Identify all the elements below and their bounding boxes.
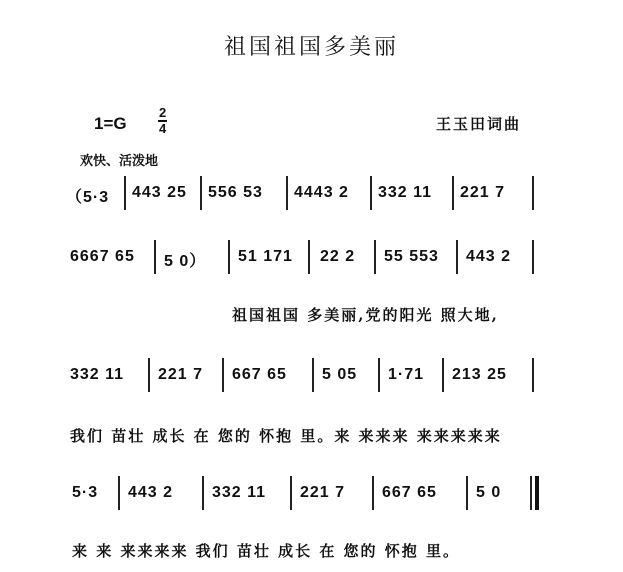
measure: 5 0） [164,253,207,270]
measure: 667 65 [382,484,437,501]
barline [228,240,230,274]
score-row-1 [66,184,546,208]
time-signature [158,106,167,136]
barline [154,240,156,274]
barline [200,176,202,210]
barline [148,358,150,392]
barline [202,476,204,510]
barline [378,358,380,392]
measure: 221 7 [158,366,204,383]
barline [442,358,444,392]
barline [532,240,534,274]
barline [530,476,532,510]
barline [286,176,288,210]
measure: 4443 2 [294,184,349,201]
score-row-2 [70,248,550,272]
lyric-line-1: 祖国祖国 多美丽,党的阳光 照大地, [232,306,499,324]
measure: 443 2 [128,484,174,501]
measure: 332 11 [378,184,433,201]
measure: 443 25 [132,184,187,201]
measure: 332 11 [70,366,125,383]
barline [532,358,534,392]
measure: 5 0 [476,484,502,501]
barline [372,476,374,510]
barline [466,476,468,510]
measure: 51 171 [238,248,293,265]
key-signature: 1=G [94,114,127,133]
measure: 55 553 [384,248,439,265]
barline [222,358,224,392]
barline [118,476,120,510]
measure: 6667 65 [70,248,135,265]
measure: 556 53 [208,184,263,201]
barline [374,240,376,274]
measure: 221 7 [460,184,506,201]
measure: （5·3 [66,189,110,206]
author-credit: 王玉田词曲 [436,115,522,133]
barline [532,176,534,210]
barline [312,358,314,392]
barline [370,176,372,210]
score-row-3 [70,366,550,390]
measure: 5 05 [322,366,358,383]
barline [308,240,310,274]
lyric-line-3: 来 来 来来来来 我们 苗壮 成长 在 您的 怀抱 里。 [72,542,461,560]
score-row-4 [72,484,552,508]
measure: 443 2 [466,248,512,265]
measure: 1·71 [388,366,425,383]
measure: 5·3 [72,484,99,501]
measure: 22 2 [320,248,356,265]
final-barline [535,476,539,510]
measure: 221 7 [300,484,346,501]
barline [452,176,454,210]
barline [124,176,126,210]
lyric-line-2: 我们 苗壮 成长 在 您的 怀抱 里。来 来来来 来来来来来 [70,427,502,445]
barline [290,476,292,510]
measure: 213 25 [452,366,507,383]
measure: 332 11 [212,484,267,501]
tempo-marking: 欢快、活泼地 [80,154,159,169]
time-signature-bottom: 4 [159,121,167,136]
song-title: 祖国祖国多美丽 [223,35,399,60]
measure: 667 65 [232,366,287,383]
time-signature-top: 2 [159,105,167,120]
barline [456,240,458,274]
